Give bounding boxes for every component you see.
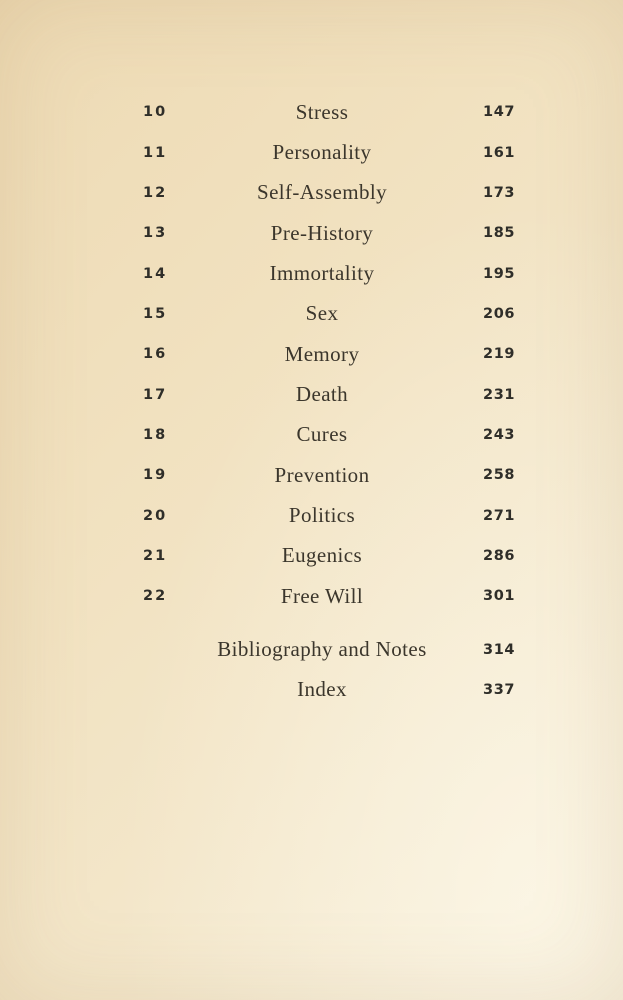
chapter-title: Sex xyxy=(305,301,339,326)
chapter-title: Personality xyxy=(272,140,372,165)
chapter-title: Self-Assembly xyxy=(256,180,388,205)
chapter-number: 16 xyxy=(143,346,168,363)
page-number: 271 xyxy=(483,507,516,524)
page-number: 219 xyxy=(483,346,516,363)
page-number: 231 xyxy=(483,386,516,403)
chapter-number: 20 xyxy=(143,507,168,524)
page-number: 314 xyxy=(483,641,516,658)
chapter-title: Free Will xyxy=(280,583,364,608)
toc-row xyxy=(0,576,623,616)
back-matter-title: Bibliography and Notes xyxy=(217,637,427,662)
page-number: 337 xyxy=(483,681,516,698)
toc-row xyxy=(0,253,623,293)
toc-row xyxy=(0,495,623,535)
chapter-number: 17 xyxy=(143,386,168,403)
chapter-title: Cures xyxy=(296,422,348,447)
toc-row xyxy=(0,455,623,495)
page-number: 147 xyxy=(483,104,516,121)
page-number: 286 xyxy=(483,547,516,564)
page-number: 206 xyxy=(483,305,516,322)
page-number: 173 xyxy=(483,184,516,201)
chapter-title: Memory xyxy=(284,341,360,366)
chapter-title: Politics xyxy=(288,503,356,528)
toc-row xyxy=(0,173,623,213)
chapter-title: Death xyxy=(295,382,349,407)
page-number: 195 xyxy=(483,265,516,282)
chapter-number: 22 xyxy=(143,588,168,605)
toc-row xyxy=(0,334,623,374)
chapter-number: 19 xyxy=(143,467,168,484)
toc-row xyxy=(0,536,623,576)
toc-row xyxy=(0,415,623,455)
page-number: 185 xyxy=(483,225,516,242)
chapter-number: 21 xyxy=(143,547,168,564)
chapter-number: 12 xyxy=(143,184,168,201)
toc-row xyxy=(0,92,623,132)
chapter-number: 15 xyxy=(143,305,168,322)
chapter-title: Eugenics xyxy=(281,543,363,568)
page-number: 301 xyxy=(483,588,516,605)
toc-row xyxy=(0,294,623,334)
toc-row-back-matter xyxy=(0,629,623,669)
chapter-title: Prevention xyxy=(274,462,370,487)
chapter-title: Pre-History xyxy=(270,220,374,245)
chapter-title: Stress xyxy=(295,99,349,124)
chapter-number: 13 xyxy=(143,225,168,242)
toc-row xyxy=(0,213,623,253)
toc-row-back-matter xyxy=(0,670,623,710)
page-number: 161 xyxy=(483,144,516,161)
page-number: 258 xyxy=(483,467,516,484)
toc-row xyxy=(0,374,623,414)
toc-row xyxy=(0,132,623,172)
page-number: 243 xyxy=(483,426,516,443)
chapter-number: 14 xyxy=(143,265,168,282)
chapter-number: 11 xyxy=(143,144,168,161)
chapter-number: 10 xyxy=(143,104,168,121)
chapter-title: Immortality xyxy=(269,261,375,286)
chapter-number: 18 xyxy=(143,426,168,443)
back-matter-title: Index xyxy=(297,677,347,702)
